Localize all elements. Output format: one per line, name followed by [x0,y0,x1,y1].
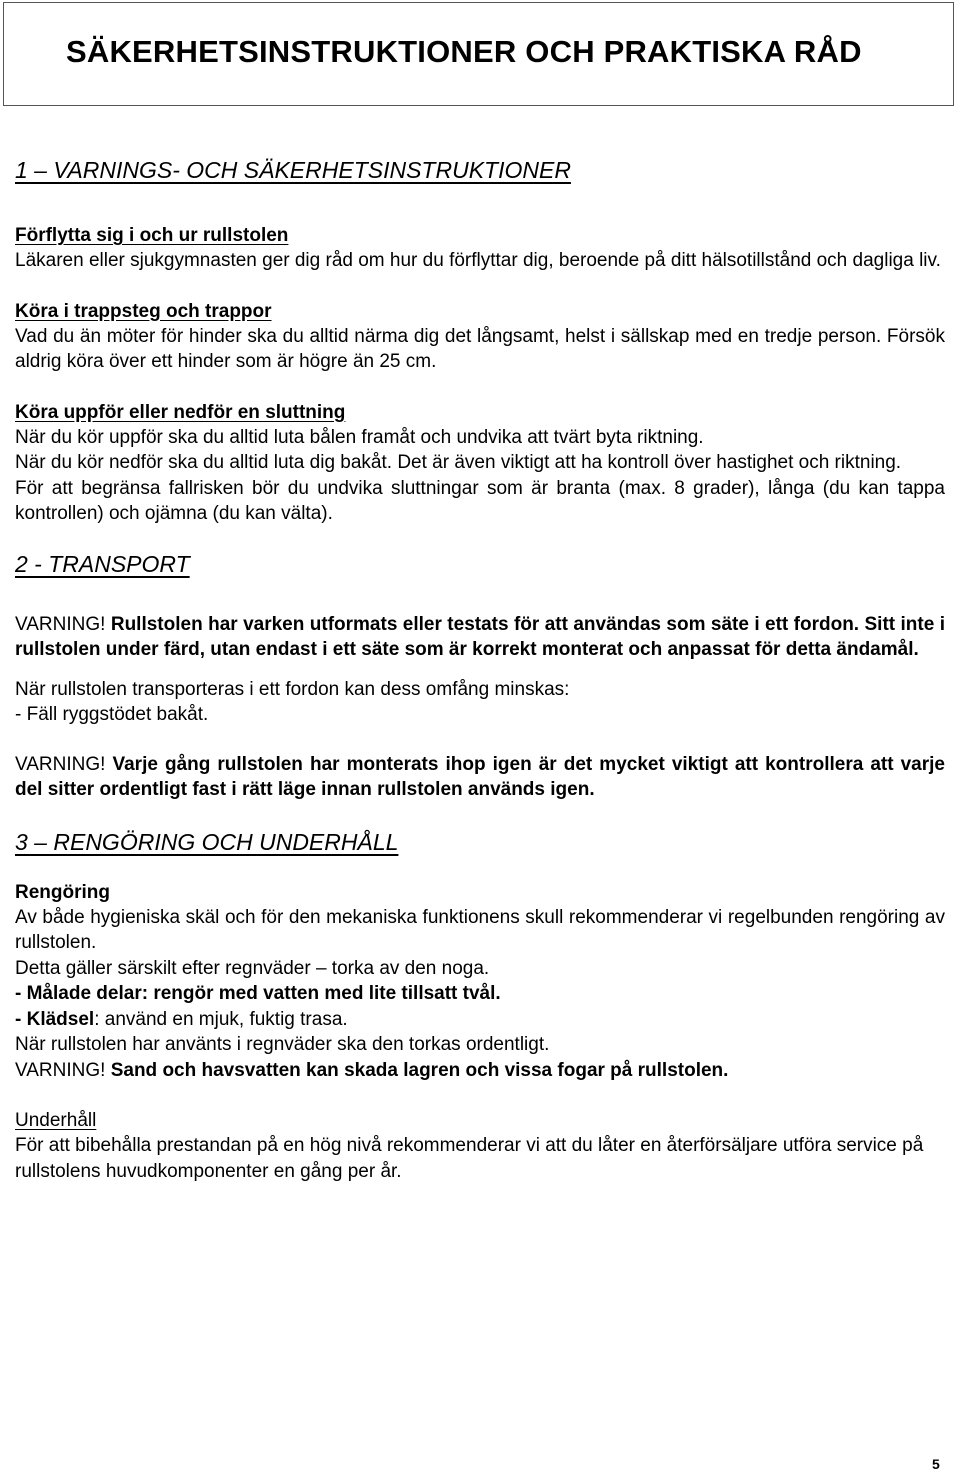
paragraph-fold-backrest: - Fäll ryggstödet bakåt. [15,704,209,725]
paragraph-stairs: Vad du än möter för hinder ska du alltid närma dig det långsamt, helst i sällskap med en tredje person. Försök aldrig köra över ett hinder som är högre än 25 cm. [15,325,945,372]
upholstery-label: - Klädsel [15,1008,95,1030]
subheading-maintenance: Underhåll [15,1110,97,1131]
warning-transport [15,612,945,663]
page-number: 5 [932,1456,940,1472]
paragraph-transfer: Läkaren eller sjukgymnasten ger dig råd om hur du förflyttar dig, beroende på ditt hälsotillstånd och dagliga liv. [15,250,941,271]
paragraph-upholstery [15,1007,945,1033]
section-1-heading: 1 – VARNINGS- OCH SÄKERHETSINSTRUKTIONER [15,157,571,183]
warning-reassembly [15,752,945,803]
paragraph-slope-downhill: När du kör nedför ska du alltid luta dig bakåt. Det är även viktigt att ha kontroll över hastighet och riktning. [15,452,902,473]
paragraph-dry: När rullstolen har använts i regnväder ska den torkas ordentligt. [15,1034,550,1055]
paragraph-maintenance: För att bibehålla prestandan på en hög nivå rekommenderar vi att du låter en återförsäljare utföra service på rullstolens huvudkomponenter en gång per år. [15,1135,924,1182]
warning-label: VARNING! [15,613,106,635]
warning-label: VARNING! [15,753,106,775]
subheading-slope: Köra uppför eller nedför en sluttning [15,401,346,423]
paragraph-after-rain: Detta gäller särskilt efter regnväder – torka av den noga. [15,957,490,979]
paragraph-transport-note: När rullstolen transporteras i ett fordon kan dess omfång minskas: [15,678,570,700]
subheading-stairs: Köra i trappsteg och trappor [15,300,272,322]
warning-sand-text: Sand och havsvatten kan skada lagren och vissa fogar på rullstolen. [105,1059,729,1081]
painted-parts-text: - Målade delar: rengör med vatten med lite tillsatt tvål. [15,983,501,1004]
warning-reassembly-text: Varje gång rullstolen har monterats ihop igen är det mycket viktigt att kontrollera att varje del sitter ordentligt fast i rätt läge innan rullstolen används igen. [15,753,945,800]
warning-sand [15,1058,945,1084]
upholstery-text: : använd en mjuk, fuktig trasa. [94,1008,348,1030]
paragraph-cleaning: Av både hygieniska skäl och för den mekaniska funktionens skull rekommenderar vi regelbunden rengöring av rullstolen. [15,906,945,953]
document-body [15,155,945,1184]
section-2-heading: 2 - TRANSPORT [15,550,190,577]
paragraph-slope-risk: För att begränsa fallrisken bör du undvika sluttningar som är branta (max. 8 grader), långa (du kan tappa kontrollen) och ojämna (du kan välta). [15,477,945,524]
title-box [3,2,954,106]
paragraph-painted-parts [15,981,945,1007]
paragraph-slope-uphill: När du kör uppför ska du alltid luta bålen framåt och undvika att tvärt byta riktning. [15,426,704,448]
subheading-cleaning: Rengöring [15,881,110,903]
document-title: SÄKERHETSINSTRUKTIONER OCH PRAKTISKA RÅD [66,34,862,69]
warning-label: VARNING! [15,1059,106,1081]
section-3-heading: 3 – RENGÖRING OCH UNDERHÅLL [15,828,399,855]
warning-transport-text: Rullstolen har varken utformats eller testats för att användas som säte i ett fordon. Sitt inte i rullstolen under färd, utan endast i ett säte som är korrekt monterat och anpassat för detta ändamål. [15,613,945,660]
subheading-transfer: Förflytta sig i och ur rullstolen [15,225,289,246]
